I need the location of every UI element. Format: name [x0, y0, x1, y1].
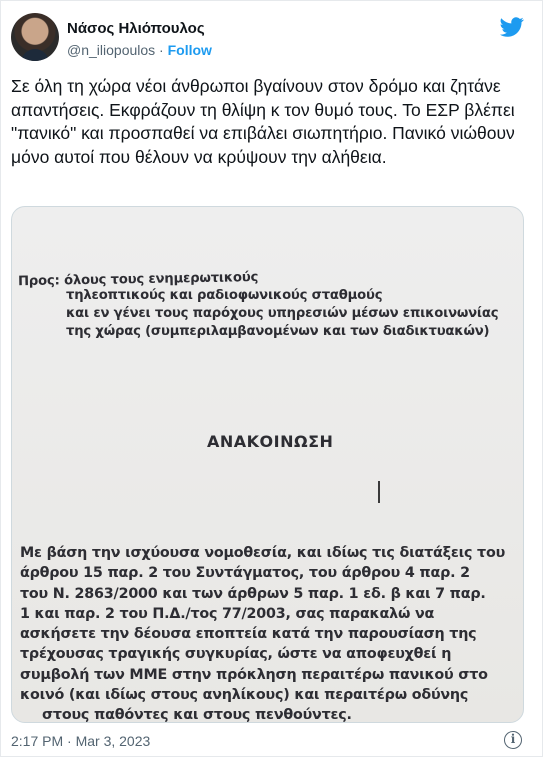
scanned-document — [12, 207, 523, 722]
tweet-image[interactable] — [11, 206, 524, 723]
tweet-timestamp[interactable]: 2:17 PM · Mar 3, 2023 — [11, 733, 151, 749]
recipients-line: και εν γένει τους παρόχους υπηρεσιών μέσων επικοινωνίας — [66, 306, 499, 321]
author-handle-row — [67, 41, 212, 60]
tweet-text: Σε όλη τη χώρα νέοι άνθρωποι βγαίνουν στον δρόμο και ζητάνε απαντήσεις. Εκφράζουν τη θλίψη κ τον θυμό τους. Το ΕΣΡ βλέπει "πανικό" και προσπαθεί να επιβάλει σιωπητήριο. Πανικό νιώθουν μόνο αυτοί που θέλουν να κρύψουν την αλήθεια. — [11, 76, 515, 167]
info-glyph: i — [510, 732, 516, 746]
body-line: ασκήσετε την δέουσα εποπτεία κατά την παρουσίαση της — [20, 626, 477, 643]
body-line: στους παθόντες και στους πενθούντες. — [42, 707, 352, 723]
body-line: Με βάση την ισχύουσα νομοθεσία, και ιδίως τις διατάξεις του — [20, 545, 506, 561]
body-line: συμβολή των ΜΜΕ στην πρόκληση περαιτέρω πανικού στο — [20, 666, 488, 683]
body-line: 1 και παρ. 2 του Π.Δ./τος 77/2003, σας παρακαλώ να — [20, 605, 435, 622]
body-line: κοινό (και ιδίως στους ανηλίκους) και περαιτέρω οδύνης — [20, 687, 469, 704]
document-body — [20, 543, 520, 723]
pen-mark — [378, 481, 380, 503]
body-line: του Ν. 2863/2000 και των άρθρων 5 παρ. 1 εδ. β και 7 παρ. — [20, 585, 486, 602]
body-line: τρέχουσας τραγικής συγκυρίας, ώστε να αποφευχθεί η — [20, 646, 452, 663]
recipients-line: της χώρας (συμπεριλαμβανομένων και των διαδικτυακών) — [66, 324, 490, 339]
document-heading: ΑΝΑΚΟΙΝΩΣΗ — [207, 432, 334, 451]
twitter-bird-icon[interactable] — [500, 15, 524, 39]
info-icon[interactable] — [504, 731, 522, 749]
follow-button[interactable]: Follow — [167, 42, 212, 58]
body-line: άρθρου 15 παρ. 2 του Συντάγματος, του άρθρου 4 παρ. 2 — [20, 565, 470, 582]
document-recipients — [18, 269, 498, 341]
tweet-header — [11, 13, 532, 63]
author-info — [67, 19, 212, 60]
author-handle[interactable]: @n_iliopoulos — [67, 42, 156, 58]
separator-dot: · — [159, 42, 164, 58]
author-display-name[interactable]: Νάσος Ηλιόπουλος — [67, 20, 205, 37]
avatar[interactable] — [11, 13, 59, 61]
recipients-line: τηλεοπτικούς και ραδιοφωνικούς σταθμούς — [66, 288, 383, 303]
recipients-line: Προς: όλους τους ενημερωτικούς — [17, 270, 259, 290]
